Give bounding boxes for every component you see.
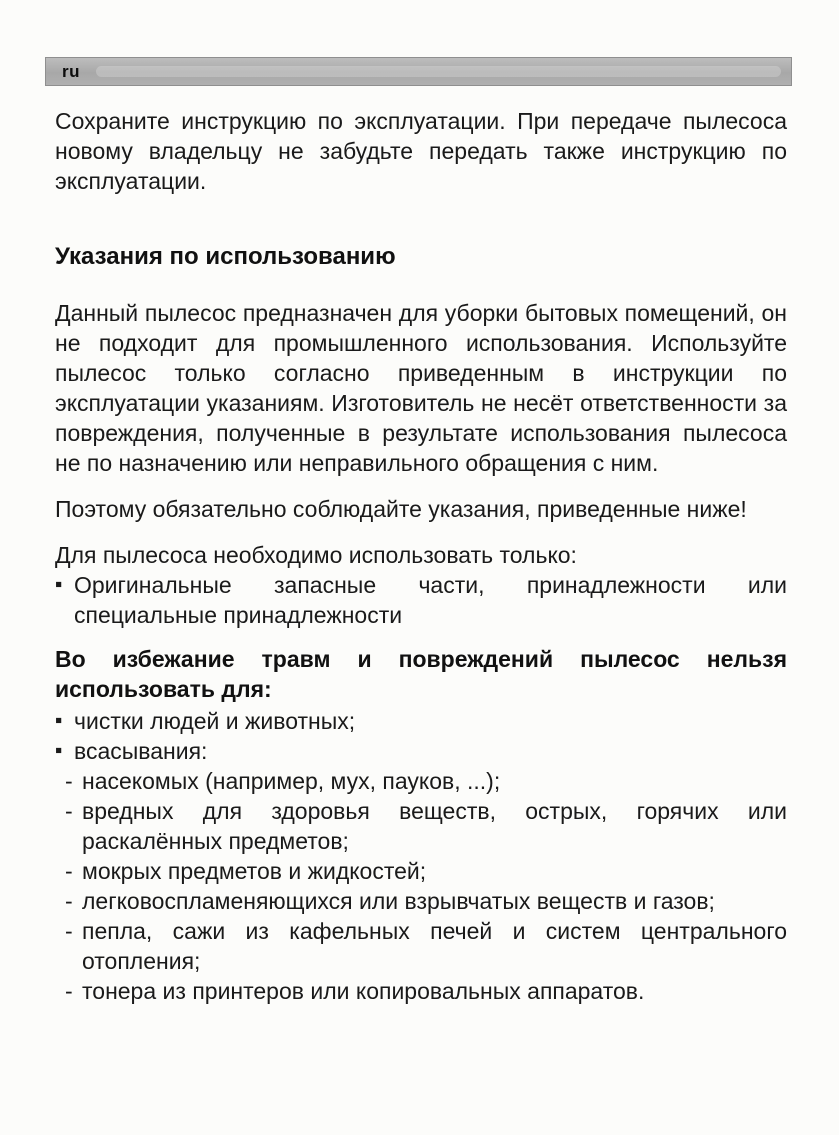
section-title: Указания по использованию xyxy=(55,243,396,270)
language-code-label: ru xyxy=(62,62,80,81)
suction-sub-list xyxy=(65,766,787,1006)
warning-list xyxy=(55,706,787,1006)
list-item-label: всасывания: xyxy=(74,738,208,764)
list-item: - мокрых предметов и жидкостей; xyxy=(65,856,787,886)
list-item: - насекомых (например, мух, пауков, ...); xyxy=(65,766,787,796)
header-bar-strip xyxy=(96,66,781,77)
list-item xyxy=(55,736,787,1006)
usage-paragraph: Данный пылесос предназначен для уборки бытовых помещений, он не подходит для промышленного использования. Используйте пылесос только согласно приведенным в инструкции по эксплуатации указаниям. Изготовитель не несёт ответственности за повреждения, полученные в результате использования пылесоса не по назначению или неправильного обращения с ним. xyxy=(55,300,787,476)
list-item: - тонера из принтеров или копировальных аппаратов. xyxy=(65,976,787,1006)
parts-list xyxy=(55,570,787,630)
warning-title: Во избежание травм и повреждений пылесос нельзя использовать для: xyxy=(55,646,787,702)
list-item: - легковоспламеняющихся или взрывчатых веществ и газов; xyxy=(65,886,787,916)
language-header-bar xyxy=(45,57,792,86)
list-item: - вредных для здоровья веществ, острых, горячих или раскалённых предметов; xyxy=(65,796,787,856)
parts-list-intro: Для пылесоса необходимо использовать только: xyxy=(55,542,577,568)
list-item: ▪ Оригинальные запасные части, принадлежности или специальные принадлежности xyxy=(55,570,787,630)
list-item: ▪ чистки людей и животных; xyxy=(55,706,787,736)
list-item: - пепла, сажи из кафельных печей и систем центрального отопления; xyxy=(65,916,787,976)
intro-paragraph: Сохраните инструкцию по эксплуатации. При передаче пылесоса новому владельцу не забудьте передать также инструкцию по эксплуатации. xyxy=(55,108,787,194)
note-paragraph: Поэтому обязательно соблюдайте указания, приведенные ниже! xyxy=(55,496,747,522)
page-content xyxy=(55,106,787,1006)
